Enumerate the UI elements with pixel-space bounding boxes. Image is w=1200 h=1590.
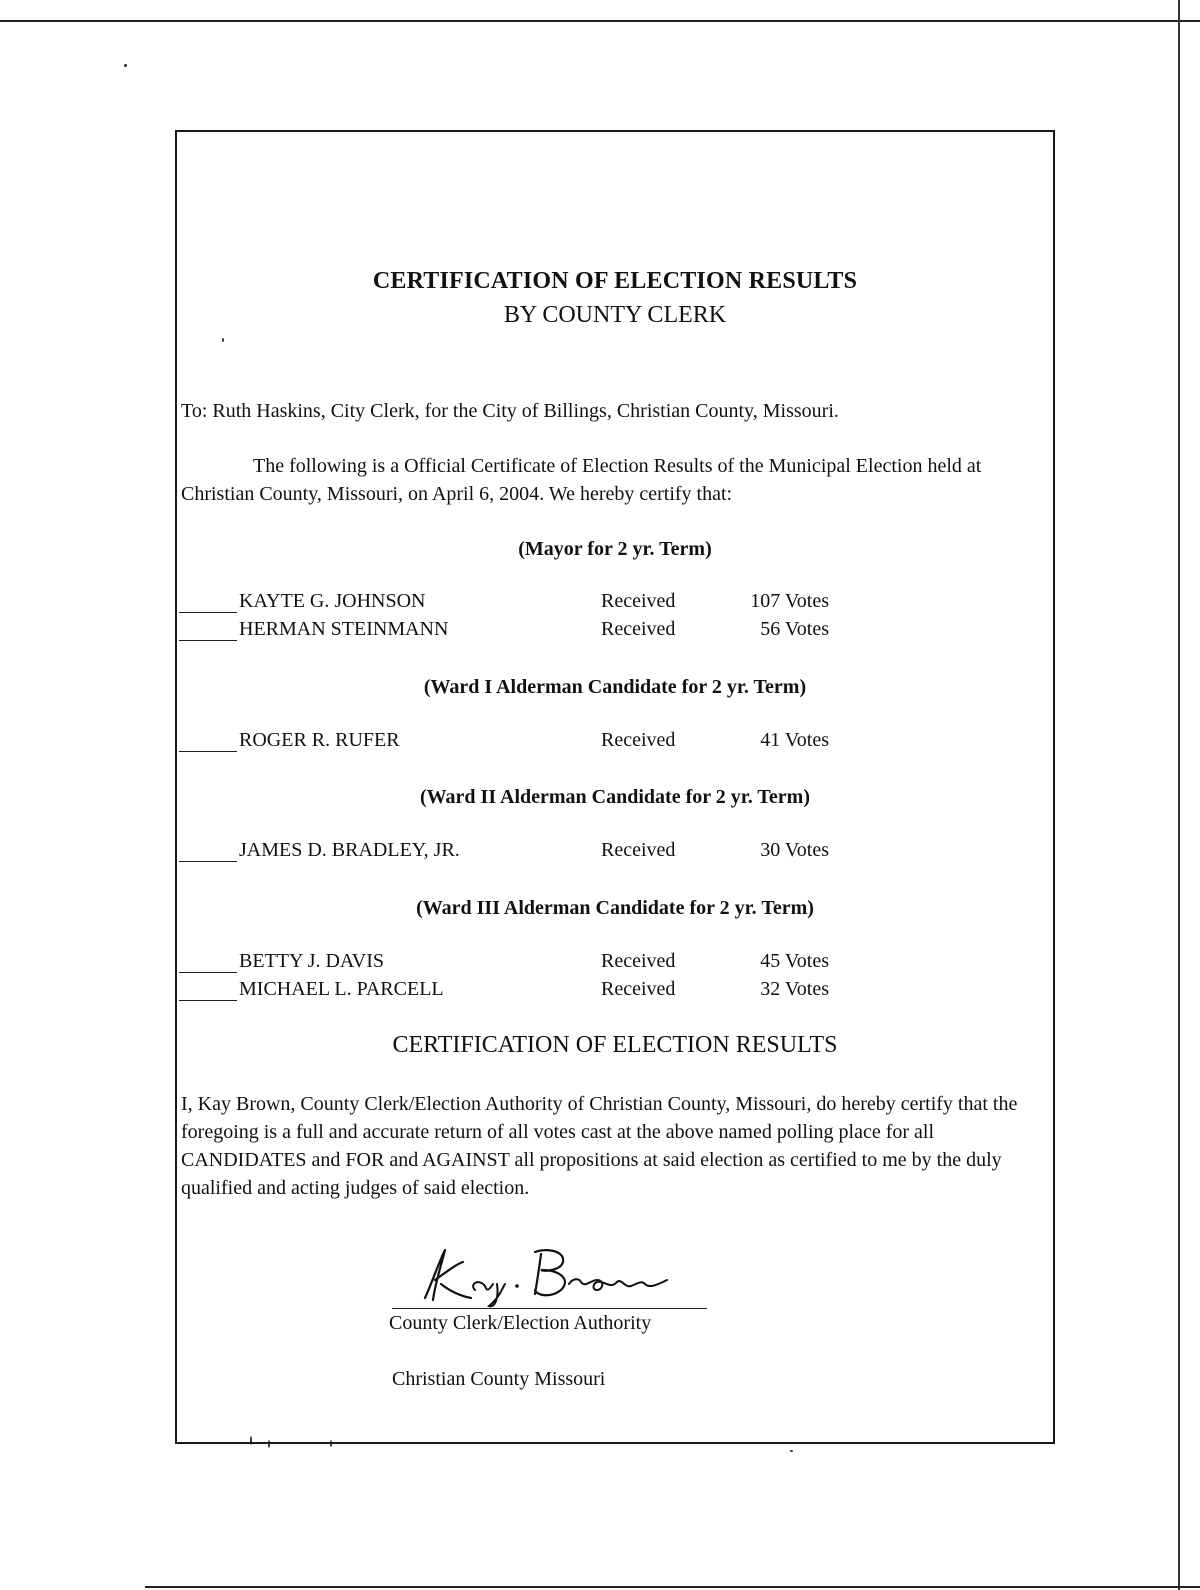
candidate-name: MICHAEL L. PARCELL <box>239 978 444 1000</box>
signer-title: County Clerk/Election Authority <box>389 1312 652 1334</box>
vote-count: 30 Votes <box>760 839 829 861</box>
vote-count: 56 Votes <box>760 618 829 640</box>
certification-paragraph: I, Kay Brown, County Clerk/Election Authority of Christian County, Missouri, do hereby certify that the foregoing is a full and accurate return of all votes cast at the above named polling place for all CANDIDATES and FOR and AGAINST all propositions at said election as certified to me by the duly qualified and acting judges of said election. <box>181 1093 1018 1199</box>
received-label: Received <box>601 839 676 861</box>
signature-line <box>392 1308 707 1309</box>
handwritten-signature <box>405 1240 725 1310</box>
checkbox-blank-line <box>179 612 237 613</box>
vote-count: 32 Votes <box>760 978 829 1000</box>
candidate-row <box>179 590 1039 618</box>
checkbox-blank-line <box>179 640 237 641</box>
scan-edge-top <box>0 20 1200 22</box>
candidate-row <box>179 978 1039 1006</box>
checkbox-blank-line <box>179 972 237 973</box>
candidate-name: ROGER R. RUFER <box>239 729 400 751</box>
race-heading-ward-1: (Ward I Alderman Candidate for 2 yr. Term) <box>423 676 807 698</box>
scan-speck <box>124 64 127 67</box>
addressee-line: To: Ruth Haskins, City Clerk, for the City of Billings, Christian County, Missouri. <box>181 400 839 422</box>
document-subtitle: BY COUNTY CLERK <box>503 302 727 328</box>
received-label: Received <box>601 590 676 612</box>
scan-edge-right <box>1178 0 1180 1590</box>
received-label: Received <box>601 618 676 640</box>
received-label: Received <box>601 978 676 1000</box>
received-label: Received <box>601 729 676 751</box>
scan-edge-bottom <box>145 1586 1200 1588</box>
race-heading-mayor: (Mayor for 2 yr. Term) <box>518 538 712 560</box>
intro-paragraph: The following is a Official Certificate of Election Results of the Municipal Election held at Christian County, Missouri, on April 6, 2004. We hereby certify that: <box>181 455 982 505</box>
document-title: CERTIFICATION OF ELECTION RESULTS <box>372 268 858 294</box>
candidate-row <box>179 618 1039 646</box>
signer-county: Christian County Missouri <box>392 1368 606 1390</box>
received-label: Received <box>601 950 676 972</box>
race-heading-ward-3: (Ward III Alderman Candidate for 2 yr. Term) <box>416 897 814 919</box>
candidate-row <box>179 839 1039 867</box>
vote-count: 41 Votes <box>760 729 829 751</box>
certification-heading: CERTIFICATION OF ELECTION RESULTS <box>392 1032 838 1058</box>
race-heading-ward-2: (Ward II Alderman Candidate for 2 yr. Term) <box>419 786 811 808</box>
candidate-row <box>179 950 1039 978</box>
candidate-row <box>179 729 1039 757</box>
certificate-frame <box>175 130 1055 1444</box>
candidate-name: HERMAN STEINMANN <box>239 618 449 640</box>
vote-count: 45 Votes <box>760 950 829 972</box>
checkbox-blank-line <box>179 1000 237 1001</box>
candidate-name: KAYTE G. JOHNSON <box>239 590 426 612</box>
vote-count: 107 Votes <box>750 590 829 612</box>
checkbox-blank-line <box>179 861 237 862</box>
scan-speck <box>790 1450 793 1452</box>
checkbox-blank-line <box>179 751 237 752</box>
candidate-name: BETTY J. DAVIS <box>239 950 385 972</box>
candidate-name: JAMES D. BRADLEY, JR. <box>239 839 460 861</box>
